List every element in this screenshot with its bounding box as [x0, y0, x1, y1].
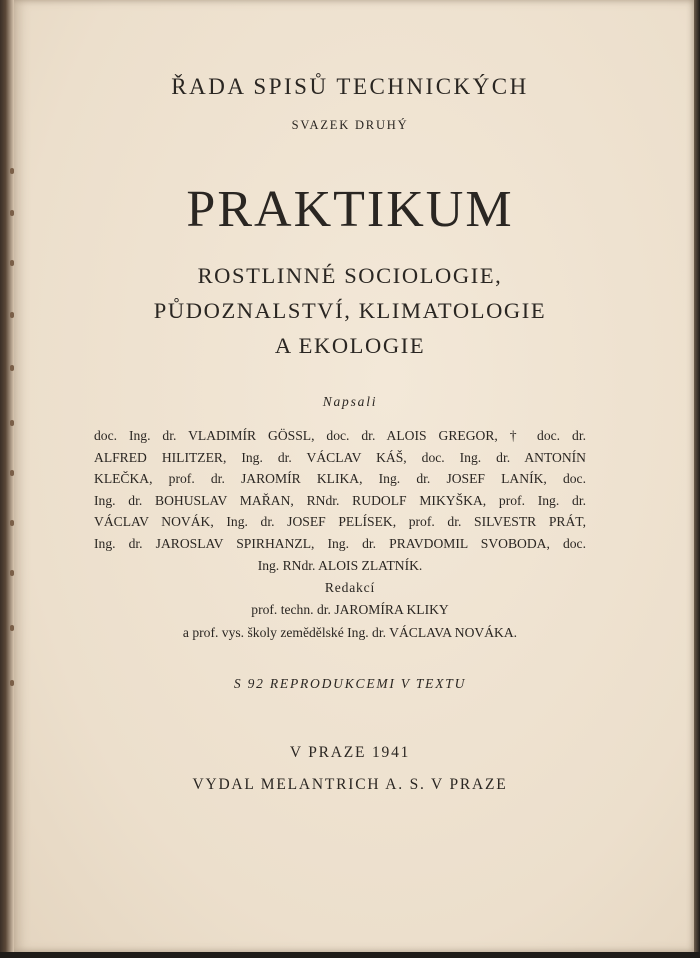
authors-line: Ing. dr. BOHUSLAV MAŘAN, RNdr. RUDOLF MIKYŠKA, prof. Ing. dr.	[94, 492, 586, 508]
editor-line: a prof. vys. školy zemědělské Ing. dr. VÁCLAVA NOVÁKA.	[182, 625, 518, 640]
page-edge-bottom	[0, 952, 700, 958]
authors-line: KLEČKA, prof. dr. JAROMÍR KLIKA, Ing. dr. JOSEF LANÍK, doc.	[94, 471, 586, 487]
reproductions-note: S 92 REPRODUKCEMI V TEXTU	[233, 676, 467, 691]
authors-line: VÁCLAV NOVÁK, Ing. dr. JOSEF PELÍSEK, prof. dr. SILVESTR PRÁT,	[94, 514, 586, 530]
binding-stitch	[10, 420, 14, 426]
authors-line: doc. Ing. dr. VLADIMÍR GÖSSL, doc. dr. ALOIS GREGOR, † doc. dr.	[94, 428, 586, 443]
authors-line: Ing. RNdr. ALOIS ZLATNÍK.	[257, 557, 423, 573]
authors-label: Napsali	[322, 394, 378, 409]
authors-line: Ing. dr. JAROSLAV SPIRHANZL, Ing. dr. PRAVDOMIL SVOBODA, doc.	[94, 535, 586, 551]
binding-stitch	[10, 470, 14, 476]
binding-stitch	[10, 168, 14, 174]
volume-label: SVAZEK DRUHÝ	[291, 118, 409, 132]
authors-line: ALFRED HILITZER, Ing. dr. VÁCLAV KÁŠ, doc. Ing. dr. ANTONÍN	[94, 449, 586, 465]
book-title: PRAKTIKUM	[186, 181, 514, 238]
binding-stitch	[10, 570, 14, 576]
subtitle-line: A EKOLOGIE	[274, 333, 426, 358]
authors-block	[94, 425, 586, 576]
editors-label: Redakcí	[324, 580, 376, 595]
binding-stitch	[10, 520, 14, 526]
publisher: VYDAL MELANTRICH A. S. V PRAZE	[192, 776, 508, 793]
subtitle-line: ROSTLINNÉ SOCIOLOGIE,	[197, 263, 503, 288]
series-title: ŘADA SPISŮ TECHNICKÝCH	[171, 74, 529, 99]
editor-line: prof. techn. dr. JAROMÍRA KLIKY	[251, 602, 449, 617]
book-spine	[0, 0, 14, 958]
place-year: V PRAZE 1941	[289, 744, 411, 761]
page-edge-right	[694, 0, 700, 958]
binding-stitch	[10, 365, 14, 371]
subtitle-line: PŮDOZNALSTVÍ, KLIMATOLOGIE	[153, 298, 547, 323]
